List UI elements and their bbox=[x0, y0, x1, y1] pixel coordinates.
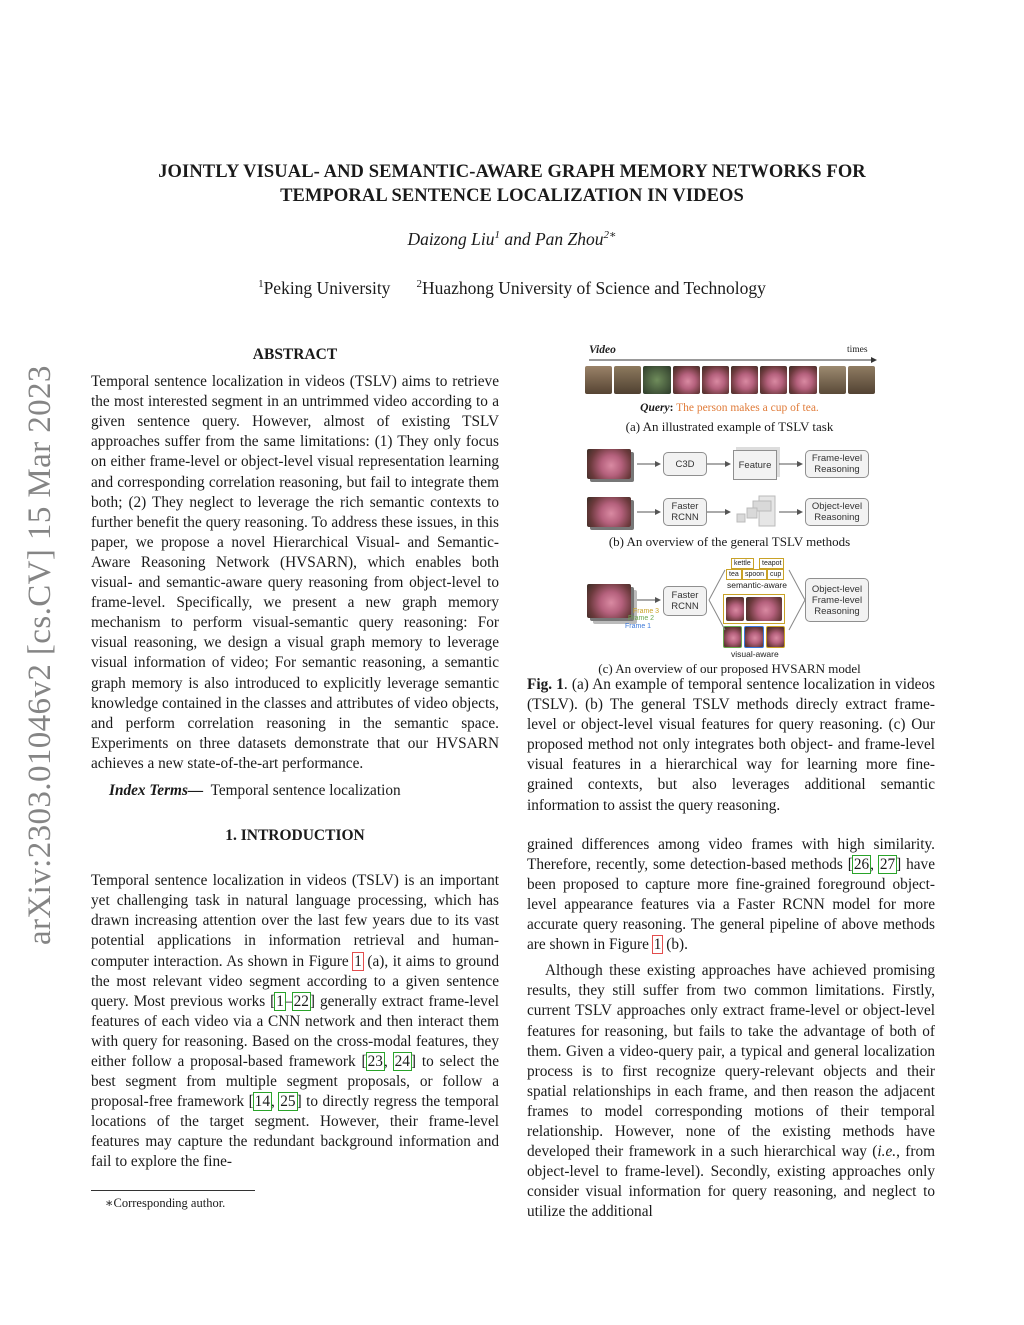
frame-thumb bbox=[614, 366, 641, 394]
video-frame-strip bbox=[585, 366, 875, 394]
cite-22-link[interactable]: 22 bbox=[293, 992, 309, 1010]
right-text-e: , from object-level to frame-level). Secondly, existing approaches only consider visual information for query reasoning, and neglect to utilize the additional bbox=[527, 1143, 935, 1221]
footnote: ∗Corresponding author. bbox=[105, 1196, 226, 1210]
intro-comma-1: , bbox=[383, 1053, 394, 1070]
affiliation-1: Peking University bbox=[263, 278, 391, 298]
c3d-box: C3D bbox=[663, 452, 707, 476]
index-terms bbox=[91, 781, 499, 801]
figure-caption bbox=[527, 675, 935, 816]
tag-cup: cup bbox=[767, 569, 784, 580]
right-text-c: (b). bbox=[662, 936, 688, 954]
faster-rcnn-box-c: Faster RCNN bbox=[663, 586, 707, 616]
frame-thumb bbox=[760, 366, 787, 394]
index-terms-text: Temporal sentence localization bbox=[210, 781, 401, 799]
connector-lines bbox=[707, 560, 807, 650]
arrow bbox=[707, 460, 731, 468]
arrow bbox=[707, 508, 731, 516]
intro-dash: – bbox=[284, 992, 293, 1010]
figure-1-link-right[interactable]: 1 bbox=[653, 936, 662, 954]
title-line-1: JOINTLY VISUAL- AND SEMANTIC-AWARE GRAPH MEMORY NETWORKS FOR bbox=[158, 162, 866, 182]
intro-comma-2: , bbox=[270, 1093, 280, 1111]
affiliations bbox=[0, 278, 1024, 299]
affiliation-2: Huazhong University of Science and Technology bbox=[421, 278, 766, 298]
frame-thumb bbox=[789, 366, 816, 394]
arrow bbox=[637, 508, 661, 516]
affil-1-sup: 1 bbox=[258, 278, 264, 290]
frame-3-label: Frame 3 bbox=[633, 608, 660, 615]
cite-27-link[interactable]: 27 bbox=[879, 855, 896, 873]
right-text-d: Although these existing approaches have achieved promising results, they still suffer from two common limitations. Firstly, current TSLV approaches only extract frame-level or object-level features for reasoning, but fails to take the advantage of both of them. Given a video-query pair, a typical and general localization process is to first recognize query-relevant objects and their spatial relationships in each frame, and then reason the adjacent frames to model corresponding motions of their temporal relationship. However, none of the existing methods have developed their framework in a such hierarchical way ( bbox=[527, 962, 935, 1161]
tag-kettle: kettle bbox=[731, 558, 754, 569]
left-column bbox=[91, 345, 499, 1173]
cite-23-link[interactable]: 23 bbox=[367, 1053, 383, 1070]
time-arrow bbox=[587, 356, 877, 364]
times-label: times bbox=[847, 345, 868, 355]
ie-italic: i.e. bbox=[877, 1143, 897, 1161]
intro-text-d: ] to select the best segment from multiple segment proposals, or follow a proposal-free framework [ bbox=[91, 1053, 499, 1111]
intro-text-b: (a), it aims to ground the most relevant video segment according to a given sentence query. Most previous works [ bbox=[91, 952, 499, 1010]
cite-14-link[interactable]: 14 bbox=[254, 1093, 270, 1111]
authors-and: and bbox=[504, 229, 531, 249]
frame-thumb bbox=[819, 366, 846, 394]
intro-heading: 1. INTRODUCTION bbox=[225, 827, 365, 845]
author-1-sup: 1 bbox=[494, 229, 500, 241]
right-comma: , bbox=[870, 855, 879, 873]
index-terms-label: Index Terms— bbox=[109, 781, 204, 799]
frame-stack bbox=[587, 449, 631, 479]
abstract-heading: ABSTRACT bbox=[252, 346, 338, 363]
frame-1-label: Frame 1 bbox=[625, 623, 652, 630]
abstract-text: Temporal sentence localization in videos (TSLV) aims to retrieve the most interested segment in an untrimmed video according to a given sentence query. However, almost of existing TSLV approaches suffer from the same limitations: (1) They only focus on either frame-level or object-level visual representation learning and corresponding correlation reasoning, but fail to integrate them both; (2) They neglect to leverage the rich semantic contexts to further benefit the query reasoning. To address these issues, in this paper, we propose a novel Hierarchical Visual- and Semantic-Aware Reasoning Network (HVSARN), which enables both visual- and semantic-aware query reasoning from object-level to frame-level. Specifically, we present a new graph memory mechanism to perform visual-semantic query reasoning: For visual reasoning, we design a visual graph memory to leverage visual information of video; For semantic reasoning, a semantic graph memory is also introduced to explicitly leverage semantic knowledge contained in the classes and attributes of video objects, and perform correlation reasoning in the semantic space. Experiments on three datasets demonstrate that our HVSARN achieves a new state-of-the-art performance. bbox=[91, 373, 499, 772]
object-features-icon bbox=[733, 494, 777, 530]
frame-thumb bbox=[643, 366, 670, 394]
arrow bbox=[779, 460, 803, 468]
feature-box: Feature bbox=[733, 450, 777, 480]
object-level-reasoning-box: Object-level Reasoning bbox=[805, 498, 869, 526]
semantic-aware-label: semantic-aware bbox=[727, 580, 787, 590]
frame-thumb bbox=[731, 366, 758, 394]
tag-tea: tea bbox=[726, 569, 742, 580]
cite-24-link[interactable]: 24 bbox=[394, 1053, 410, 1070]
faster-rcnn-box: Faster RCNN bbox=[663, 498, 707, 526]
tag-teapot: teapot bbox=[759, 558, 784, 569]
query-label: Query bbox=[640, 402, 670, 414]
frame-thumb bbox=[585, 366, 612, 394]
right-text-a: grained differences among video frames with high similarity. Therefore, recently, some detection-based methods [ bbox=[527, 835, 935, 873]
visual-aware-label: visual-aware bbox=[731, 649, 779, 659]
object-frame-reasoning-box: Object-level Frame-level Reasoning bbox=[805, 578, 869, 622]
frame-stack bbox=[587, 584, 631, 618]
query-text: The person makes a cup of tea. bbox=[676, 402, 819, 414]
video-label: Video bbox=[589, 344, 616, 356]
right-column bbox=[527, 675, 935, 1222]
affil-2-sup: 2 bbox=[416, 278, 422, 290]
caption-c: (c) An overview of our proposed HVSARN model bbox=[598, 661, 861, 676]
title-line-2: TEMPORAL SENTENCE LOCALIZATION IN VIDEOS bbox=[280, 186, 744, 206]
frame-level-reasoning-box: Frame-level Reasoning bbox=[805, 450, 869, 478]
author-2: Pan Zhou bbox=[534, 229, 604, 249]
tag-spoon: spoon bbox=[742, 569, 767, 580]
caption-b: (b) An overview of the general TSLV methods bbox=[608, 534, 851, 549]
frame-2-label: Frame 2 bbox=[628, 615, 655, 622]
figure-label: Fig. 1 bbox=[527, 676, 564, 693]
right-paragraph-2 bbox=[527, 961, 935, 1222]
author-1: Daizong Liu bbox=[407, 229, 495, 249]
figure-1-link[interactable]: 1 bbox=[354, 952, 362, 970]
arrow bbox=[637, 460, 661, 468]
right-paragraph-1 bbox=[527, 835, 935, 956]
cite-25-link[interactable]: 25 bbox=[280, 1093, 296, 1111]
paper-title bbox=[60, 160, 964, 208]
frame-thumb bbox=[673, 366, 700, 394]
frame-thumb bbox=[848, 366, 875, 394]
figure-caption-text: . (a) An example of temporal sentence localization in videos (TSLV). (b) The general TSLV methods direcly extract frame-level or object-level visual features for query reasoning. (c) Our proposed method not only integrates both object- and frame-level visual features in a hierarchical way for learning more fine-grained contexts, but also leverages additional semantic information to assist the query reasoning. bbox=[527, 676, 935, 814]
query-line: Query: The person makes a cup of tea. bbox=[640, 402, 819, 414]
right-text-b: ] have been proposed to capture more fine-grained foreground object-level appearance features via a Faster RCNN model for more accurate query reasoning. The general pipeline of above methods are shown in Figure bbox=[527, 855, 935, 954]
arrow bbox=[637, 596, 661, 604]
intro-text-a: Temporal sentence localization in videos (TSLV) is an important yet challenging task in natural language processing, which has drawn increasing attention over the last few years due to its vast potential applications in information retrieval and human-computer interaction. As shown in Figure bbox=[91, 872, 499, 970]
intro-text-e: ] to directly regress the temporal locations of the target segment. However, their frame-level features may capture the redundant background information and fail to explore the fine- bbox=[91, 1093, 499, 1171]
cite-26-link[interactable]: 26 bbox=[853, 855, 870, 873]
figure-1 bbox=[583, 342, 876, 678]
intro-text-c: ] generally extract frame-level features of each video via a CNN network and then interact them with query for reasoning. Based on the cross-modal features, they either follow a proposal-based framework [ bbox=[91, 992, 499, 1070]
frame-thumb bbox=[702, 366, 729, 394]
arxiv-identifier: arXiv:2303.01046v2 [cs.CV] 15 Mar 2023 bbox=[22, 365, 58, 945]
cite-1-link[interactable]: 1 bbox=[276, 992, 284, 1010]
caption-a: (a) An illustrated example of TSLV task bbox=[625, 419, 834, 434]
intro-paragraph bbox=[91, 871, 499, 1172]
arrow bbox=[779, 508, 803, 516]
author-2-sup: 2∗ bbox=[603, 229, 617, 241]
frame-stack bbox=[587, 497, 631, 527]
footnote-rule bbox=[91, 1190, 255, 1191]
authors bbox=[0, 229, 1024, 250]
